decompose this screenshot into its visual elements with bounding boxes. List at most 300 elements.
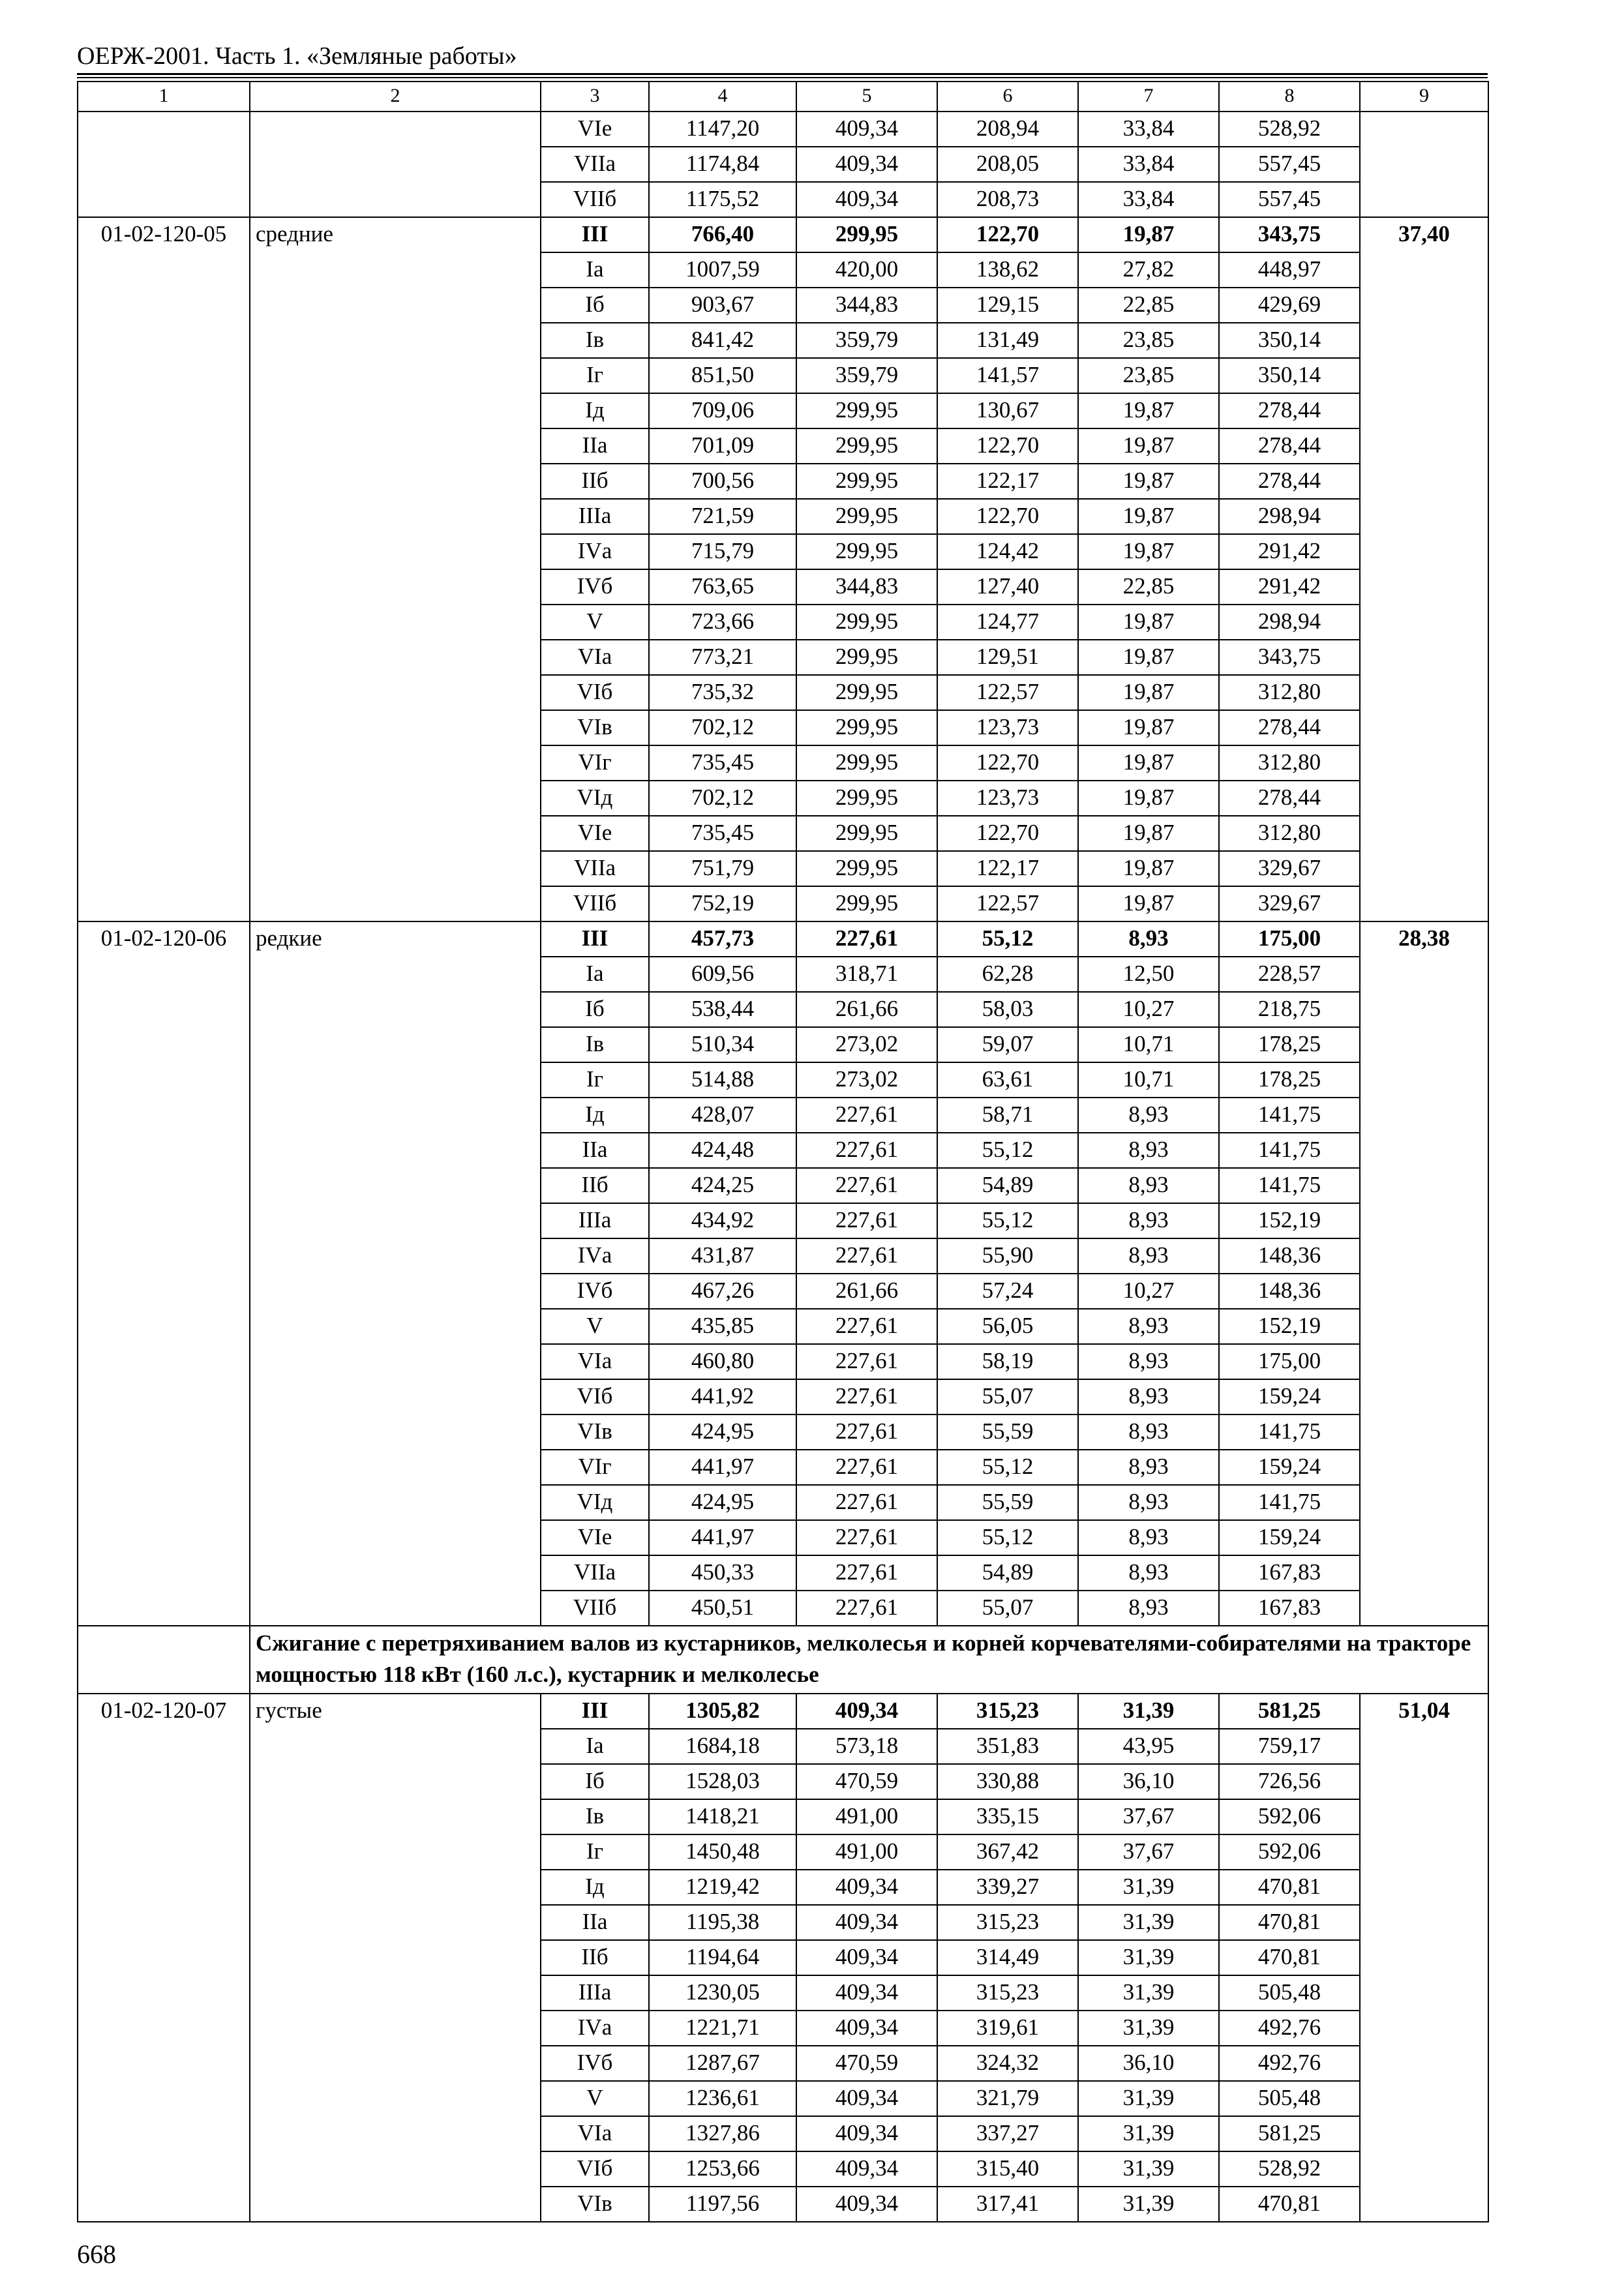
value-cell: 8,93 [1078,1344,1219,1379]
value-cell: 299,95 [796,675,937,710]
value-cell: 8,93 [1078,1133,1219,1168]
zone-cell: Iг [541,1062,649,1098]
value-cell: 299,95 [796,886,937,921]
value-cell: 278,44 [1219,781,1360,816]
value-cell: 22,85 [1078,288,1219,323]
value-cell: 715,79 [649,534,796,569]
value-cell: 1007,59 [649,252,796,288]
value-cell: 409,34 [796,2187,937,2222]
value-cell: 315,23 [937,1694,1078,1729]
value-cell: 138,62 [937,252,1078,288]
value-cell: 62,28 [937,957,1078,992]
value-cell: 278,44 [1219,393,1360,428]
value-cell: 1528,03 [649,1764,796,1799]
value-cell: 63,61 [937,1062,1078,1098]
value-cell: 19,87 [1078,816,1219,851]
value-cell: 56,05 [937,1309,1078,1344]
value-cell: 8,93 [1078,1555,1219,1591]
value-cell: 141,57 [937,358,1078,393]
value-cell: 343,75 [1219,640,1360,675]
value-cell: 10,71 [1078,1062,1219,1098]
value-cell: 299,95 [796,781,937,816]
zone-cell: III [541,921,649,957]
value-cell: 299,95 [796,534,937,569]
value-cell: 450,51 [649,1591,796,1626]
value-cell: 227,61 [796,1203,937,1238]
value-cell: 54,89 [937,1555,1078,1591]
value-cell: 538,44 [649,992,796,1027]
table-row [78,921,1488,957]
value-cell: 424,95 [649,1485,796,1520]
value-cell: 1305,82 [649,1694,796,1729]
zone-cell: Iв [541,1027,649,1062]
value-cell: 8,93 [1078,921,1219,957]
value-cell: 127,40 [937,569,1078,605]
value-cell: 167,83 [1219,1555,1360,1591]
value-cell: 339,27 [937,1870,1078,1905]
zone-cell: IIа [541,1133,649,1168]
zone-cell: VIб [541,1379,649,1414]
value-cell: 227,61 [796,1379,937,1414]
value-cell: 312,80 [1219,816,1360,851]
value-cell: 350,14 [1219,358,1360,393]
col9-cell: 28,38 [1360,921,1488,1626]
column-number-cell: 1 [78,82,250,112]
value-cell: 441,97 [649,1520,796,1555]
value-cell: 227,61 [796,1555,937,1591]
zone-cell: Iд [541,1870,649,1905]
column-number-cell: 3 [541,82,649,112]
value-cell: 19,87 [1078,534,1219,569]
value-cell: 315,23 [937,1975,1078,2011]
value-cell: 58,71 [937,1098,1078,1133]
value-cell: 409,34 [796,2011,937,2046]
value-cell: 36,10 [1078,1764,1219,1799]
value-cell: 19,87 [1078,499,1219,534]
value-cell: 312,80 [1219,745,1360,781]
zone-cell: VIв [541,710,649,745]
value-cell: 31,39 [1078,1905,1219,1940]
value-cell: 261,66 [796,992,937,1027]
value-cell: 55,90 [937,1238,1078,1274]
value-cell: 8,93 [1078,1414,1219,1450]
column-number-cell: 2 [250,82,541,112]
zone-cell: VIб [541,2151,649,2187]
value-cell: 314,49 [937,1940,1078,1975]
zone-cell: VIа [541,1344,649,1379]
zone-cell: IIIа [541,499,649,534]
zone-cell: Iб [541,992,649,1027]
value-cell: 409,34 [796,1940,937,1975]
value-cell: 735,32 [649,675,796,710]
zone-cell: Iд [541,393,649,428]
value-cell: 19,87 [1078,886,1219,921]
value-cell: 227,61 [796,1168,937,1203]
value-cell: 726,56 [1219,1764,1360,1799]
value-cell: 1197,56 [649,2187,796,2222]
value-cell: 470,81 [1219,1870,1360,1905]
zone-cell: VIд [541,781,649,816]
value-cell: 751,79 [649,851,796,886]
value-cell: 450,33 [649,1555,796,1591]
value-cell: 441,97 [649,1450,796,1485]
value-cell: 8,93 [1078,1098,1219,1133]
value-cell: 351,83 [937,1729,1078,1764]
value-cell: 31,39 [1078,2151,1219,2187]
value-cell: 8,93 [1078,1203,1219,1238]
value-cell: 350,14 [1219,323,1360,358]
value-cell: 278,44 [1219,464,1360,499]
value-cell: 152,19 [1219,1309,1360,1344]
value-cell: 505,48 [1219,2081,1360,2116]
value-cell: 491,00 [796,1799,937,1834]
value-cell: 1194,64 [649,1940,796,1975]
value-cell: 124,77 [937,605,1078,640]
value-cell: 420,00 [796,252,937,288]
value-cell: 424,48 [649,1133,796,1168]
value-cell: 122,70 [937,499,1078,534]
value-cell: 31,39 [1078,2187,1219,2222]
section-heading: Сжигание с перетряхиванием валов из кустарников, мелколесья и корней корчевателями-собирателями на тракторе мощностью 118 кВт (160 л.с.), кустарник и мелколесье [250,1626,1488,1694]
value-cell: 841,42 [649,323,796,358]
table-row [78,217,1488,252]
zone-cell: Iг [541,358,649,393]
zone-cell: VIв [541,2187,649,2222]
value-cell: 424,25 [649,1168,796,1203]
zone-cell: VIг [541,1450,649,1485]
value-cell: 122,17 [937,464,1078,499]
value-cell: 409,34 [796,1694,937,1729]
value-cell: 178,25 [1219,1062,1360,1098]
value-cell: 505,48 [1219,1975,1360,2011]
value-cell: 227,61 [796,1591,937,1626]
zone-cell: Iа [541,252,649,288]
value-cell: 1450,48 [649,1834,796,1870]
zone-cell: VIа [541,2116,649,2151]
value-cell: 8,93 [1078,1485,1219,1520]
zone-cell: IVа [541,1238,649,1274]
value-cell: 735,45 [649,816,796,851]
zone-cell: VIIа [541,1555,649,1591]
value-cell: 773,21 [649,640,796,675]
value-cell: 1236,61 [649,2081,796,2116]
zone-cell: Iб [541,288,649,323]
zone-cell: VIе [541,112,649,147]
value-cell: 367,42 [937,1834,1078,1870]
value-cell: 851,50 [649,358,796,393]
zone-cell: Iд [541,1098,649,1133]
value-cell: 19,87 [1078,745,1219,781]
zone-cell: IVб [541,1274,649,1309]
value-cell: 19,87 [1078,640,1219,675]
value-cell: 299,95 [796,640,937,675]
zone-cell: IVб [541,569,649,605]
value-cell: 299,95 [796,428,937,464]
value-cell: 19,87 [1078,393,1219,428]
value-cell: 57,24 [937,1274,1078,1309]
zone-cell: VIIб [541,1591,649,1626]
zone-cell: V [541,605,649,640]
value-cell: 23,85 [1078,358,1219,393]
zone-cell: Iв [541,1799,649,1834]
value-cell: 448,97 [1219,252,1360,288]
value-cell: 592,06 [1219,1799,1360,1834]
rates-table [77,81,1489,2222]
value-cell: 528,92 [1219,112,1360,147]
value-cell: 58,03 [937,992,1078,1027]
value-cell: 409,34 [796,2081,937,2116]
value-cell: 8,93 [1078,1238,1219,1274]
value-cell: 409,34 [796,147,937,182]
value-cell: 431,87 [649,1238,796,1274]
value-cell: 514,88 [649,1062,796,1098]
value-cell: 227,61 [796,921,937,957]
value-cell: 31,39 [1078,1694,1219,1729]
value-cell: 43,95 [1078,1729,1219,1764]
value-cell: 359,79 [796,358,937,393]
value-cell: 8,93 [1078,1520,1219,1555]
zone-cell: IIа [541,1905,649,1940]
value-cell: 55,12 [937,1133,1078,1168]
zone-cell: VIе [541,816,649,851]
value-cell: 141,75 [1219,1168,1360,1203]
value-cell: 129,51 [937,640,1078,675]
value-cell: 467,26 [649,1274,796,1309]
value-cell: 299,95 [796,710,937,745]
zone-cell: VIIб [541,886,649,921]
value-cell: 278,44 [1219,710,1360,745]
value-cell: 470,81 [1219,2187,1360,2222]
value-cell: 130,67 [937,393,1078,428]
value-cell: 55,12 [937,921,1078,957]
value-cell: 1147,20 [649,112,796,147]
value-cell: 903,67 [649,288,796,323]
section-heading-empty-cell [78,1626,250,1694]
value-cell: 315,23 [937,1905,1078,1940]
value-cell: 344,83 [796,288,937,323]
value-cell: 19,87 [1078,605,1219,640]
value-cell: 581,25 [1219,2116,1360,2151]
value-cell: 175,00 [1219,1344,1360,1379]
value-cell: 208,73 [937,182,1078,217]
value-cell: 573,18 [796,1729,937,1764]
value-cell: 55,07 [937,1379,1078,1414]
column-number-cell: 6 [937,82,1078,112]
value-cell: 315,40 [937,2151,1078,2187]
value-cell: 227,61 [796,1450,937,1485]
value-cell: 131,49 [937,323,1078,358]
value-cell: 218,75 [1219,992,1360,1027]
value-cell: 424,95 [649,1414,796,1450]
value-cell: 227,61 [796,1344,937,1379]
value-cell: 8,93 [1078,1379,1219,1414]
zone-cell: VIа [541,640,649,675]
value-cell: 312,80 [1219,675,1360,710]
value-cell: 227,61 [796,1309,937,1344]
value-cell: 228,57 [1219,957,1360,992]
value-cell: 19,87 [1078,464,1219,499]
value-cell: 122,57 [937,675,1078,710]
value-cell: 175,00 [1219,921,1360,957]
value-cell: 460,80 [649,1344,796,1379]
value-cell: 470,81 [1219,1940,1360,1975]
value-cell: 141,75 [1219,1098,1360,1133]
value-cell: 129,15 [937,288,1078,323]
value-cell: 409,34 [796,2151,937,2187]
value-cell: 123,73 [937,781,1078,816]
name-cell: густые [250,1694,541,2222]
value-cell: 12,50 [1078,957,1219,992]
zone-cell: VIIб [541,182,649,217]
value-cell: 330,88 [937,1764,1078,1799]
value-cell: 470,59 [796,2046,937,2081]
value-cell: 273,02 [796,1062,937,1098]
value-cell: 19,87 [1078,675,1219,710]
value-cell: 766,40 [649,217,796,252]
zone-cell: VIг [541,745,649,781]
value-cell: 359,79 [796,323,937,358]
value-cell: 428,07 [649,1098,796,1133]
value-cell: 208,94 [937,112,1078,147]
zone-cell: III [541,1694,649,1729]
value-cell: 19,87 [1078,851,1219,886]
zone-cell: VIд [541,1485,649,1520]
value-cell: 10,27 [1078,1274,1219,1309]
header-rule-thin [77,77,1488,78]
value-cell: 159,24 [1219,1379,1360,1414]
value-cell: 19,87 [1078,781,1219,816]
column-number-cell: 4 [649,82,796,112]
value-cell: 33,84 [1078,112,1219,147]
code-cell [78,112,250,217]
name-cell: средние [250,217,541,921]
zone-cell: IIб [541,1940,649,1975]
value-cell: 122,57 [937,886,1078,921]
value-cell: 31,39 [1078,1975,1219,2011]
value-cell: 10,71 [1078,1027,1219,1062]
zone-cell: IVа [541,534,649,569]
value-cell: 492,76 [1219,2011,1360,2046]
zone-cell: V [541,2081,649,2116]
col9-cell: 51,04 [1360,1694,1488,2222]
value-cell: 55,12 [937,1450,1078,1485]
value-cell: 55,07 [937,1591,1078,1626]
value-cell: 735,45 [649,745,796,781]
value-cell: 528,92 [1219,2151,1360,2187]
value-cell: 299,95 [796,745,937,781]
value-cell: 1195,38 [649,1905,796,1940]
table-row [78,1694,1488,1729]
value-cell: 702,12 [649,710,796,745]
value-cell: 702,12 [649,781,796,816]
value-cell: 470,59 [796,1764,937,1799]
value-cell: 344,83 [796,569,937,605]
value-cell: 167,83 [1219,1591,1360,1626]
value-cell: 299,95 [796,393,937,428]
value-cell: 1221,71 [649,2011,796,2046]
value-cell: 19,87 [1078,217,1219,252]
value-cell: 429,69 [1219,288,1360,323]
value-cell: 324,32 [937,2046,1078,2081]
column-number-row [78,82,1488,112]
value-cell: 19,87 [1078,710,1219,745]
value-cell: 122,17 [937,851,1078,886]
value-cell: 55,59 [937,1485,1078,1520]
value-cell: 581,25 [1219,1694,1360,1729]
value-cell: 123,73 [937,710,1078,745]
value-cell: 557,45 [1219,147,1360,182]
zone-cell: Iа [541,957,649,992]
value-cell: 31,39 [1078,1870,1219,1905]
value-cell: 470,81 [1219,1905,1360,1940]
value-cell: 721,59 [649,499,796,534]
name-cell [250,112,541,217]
value-cell: 54,89 [937,1168,1078,1203]
header-rule [77,73,1488,75]
value-cell: 178,25 [1219,1027,1360,1062]
zone-cell: Iг [541,1834,649,1870]
value-cell: 291,42 [1219,569,1360,605]
zone-cell: VIIа [541,147,649,182]
value-cell: 317,41 [937,2187,1078,2222]
value-cell: 8,93 [1078,1168,1219,1203]
zone-cell: IIIа [541,1203,649,1238]
value-cell: 409,34 [796,182,937,217]
value-cell: 273,02 [796,1027,937,1062]
value-cell: 227,61 [796,1133,937,1168]
value-cell: 208,05 [937,147,1078,182]
page-number: 668 [77,2239,116,2269]
value-cell: 141,75 [1219,1133,1360,1168]
section-heading-row [78,1626,1488,1694]
value-cell: 1175,52 [649,182,796,217]
value-cell: 609,56 [649,957,796,992]
value-cell: 299,95 [796,464,937,499]
value-cell: 299,95 [796,217,937,252]
value-cell: 31,39 [1078,2116,1219,2151]
value-cell: 700,56 [649,464,796,499]
value-cell: 148,36 [1219,1274,1360,1309]
value-cell: 37,67 [1078,1834,1219,1870]
value-cell: 299,95 [796,816,937,851]
value-cell: 31,39 [1078,2081,1219,2116]
zone-cell: IIа [541,428,649,464]
value-cell: 298,94 [1219,499,1360,534]
value-cell: 763,65 [649,569,796,605]
value-cell: 1418,21 [649,1799,796,1834]
value-cell: 278,44 [1219,428,1360,464]
value-cell: 759,17 [1219,1729,1360,1764]
zone-cell: Iв [541,323,649,358]
value-cell: 510,34 [649,1027,796,1062]
value-cell: 701,09 [649,428,796,464]
value-cell: 19,87 [1078,428,1219,464]
zone-cell: VIб [541,675,649,710]
value-cell: 33,84 [1078,147,1219,182]
value-cell: 1174,84 [649,147,796,182]
zone-cell: VIв [541,1414,649,1450]
zone-cell: Iа [541,1729,649,1764]
value-cell: 55,12 [937,1203,1078,1238]
value-cell: 318,71 [796,957,937,992]
value-cell: 409,34 [796,1905,937,1940]
value-cell: 141,75 [1219,1485,1360,1520]
zone-cell: IVб [541,2046,649,2081]
value-cell: 291,42 [1219,534,1360,569]
value-cell: 321,79 [937,2081,1078,2116]
zone-cell: Iб [541,1764,649,1799]
value-cell: 492,76 [1219,2046,1360,2081]
